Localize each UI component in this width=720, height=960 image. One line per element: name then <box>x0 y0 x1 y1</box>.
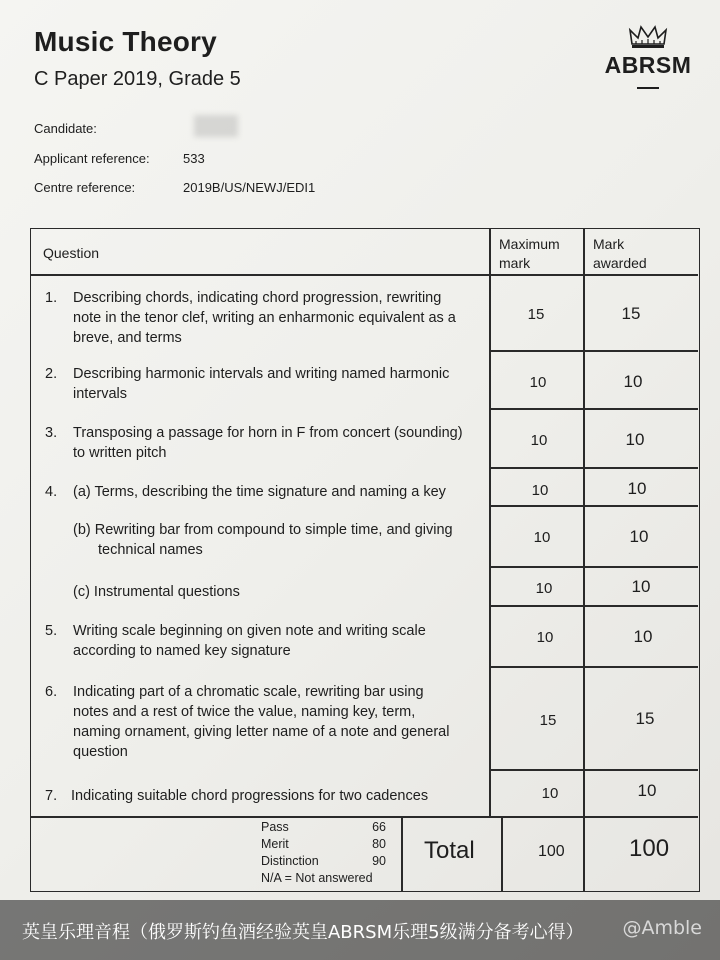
question-line: Transposing a passage for horn in F from concert (sounding) <box>73 425 463 441</box>
applicant-row <box>34 151 205 166</box>
question-line: to written pitch <box>73 445 167 461</box>
question-text <box>73 520 453 560</box>
abrsm-logo <box>602 24 694 89</box>
centre-label: Centre reference: <box>34 180 136 195</box>
question-number: 5. <box>45 623 58 639</box>
question-line: note in the tenor clef, writing an enharmonic equivalent as a <box>73 310 456 326</box>
divider <box>401 816 403 891</box>
header-max-mark <box>499 235 560 273</box>
mark-awarded: 15 <box>635 709 655 728</box>
max-mark: 15 <box>539 712 557 729</box>
question-line: (a) Terms, describing the time signature and naming a key <box>73 484 446 500</box>
total-max-mark: 100 <box>538 843 565 860</box>
applicant-value: 533 <box>183 151 205 166</box>
candidate-label: Candidate: <box>34 121 97 136</box>
question-number: 4. <box>45 484 58 500</box>
question-text <box>71 786 428 806</box>
total-label: Total <box>424 837 475 864</box>
question-number: 7. <box>45 788 58 804</box>
divider <box>489 566 698 568</box>
divider <box>31 816 698 818</box>
boundary-pass <box>261 819 386 836</box>
question-number: 6. <box>45 684 58 700</box>
question-line: Writing scale beginning on given note and writing scale <box>73 623 426 639</box>
divider <box>489 769 698 771</box>
question-line: question <box>73 744 128 760</box>
grade-boundaries <box>261 819 386 887</box>
boundary-distinction <box>261 853 386 870</box>
divider <box>489 467 698 469</box>
header-max-line2: mark <box>499 255 531 271</box>
header-awarded-line1: Mark <box>593 236 625 252</box>
header-question: Question <box>43 245 100 261</box>
na-note: N/A = Not answered <box>261 871 373 885</box>
divider <box>501 816 503 891</box>
question-text <box>73 621 426 661</box>
question-line: Indicating suitable chord progressions for two cadences <box>71 788 429 804</box>
boundary-value: 66 <box>372 820 386 834</box>
question-text <box>73 364 449 404</box>
question-line: (c) Instrumental questions <box>73 584 240 600</box>
divider <box>489 408 698 410</box>
question-line: according to named key signature <box>73 643 291 659</box>
mark-awarded: 10 <box>633 627 653 646</box>
mark-awarded: 10 <box>629 527 649 546</box>
divider <box>489 229 491 816</box>
question-line: breve, and terms <box>73 330 182 346</box>
max-mark: 10 <box>535 580 553 597</box>
question-text <box>73 482 446 502</box>
question-line: notes and a rest of twice the value, naming key, term, <box>73 704 416 720</box>
question-number: 2. <box>45 366 58 382</box>
header-mark-awarded <box>593 235 647 273</box>
question-line: Describing chords, indicating chord progression, rewriting <box>73 290 442 306</box>
header-max-line1: Maximum <box>499 236 560 252</box>
caption-bar <box>0 900 720 960</box>
mark-awarded: 10 <box>627 479 647 498</box>
centre-value: 2019B/US/NEWJ/EDI1 <box>183 180 316 195</box>
caption-credit: @Amble <box>622 917 702 939</box>
question-line: intervals <box>73 386 127 402</box>
question-line: Describing harmonic intervals and writing named harmonic <box>73 366 450 382</box>
mark-awarded: 10 <box>625 430 645 449</box>
max-mark: 15 <box>527 306 545 323</box>
redaction-blur <box>194 115 238 137</box>
divider <box>489 605 698 607</box>
marks-table <box>30 228 700 892</box>
question-line: naming ornament, giving letter name of a note and general <box>73 724 450 740</box>
boundary-value: 90 <box>372 854 386 868</box>
boundary-label: Merit <box>261 837 289 851</box>
centre-row <box>34 180 316 195</box>
total-mark-awarded: 100 <box>629 835 670 862</box>
question-number: 1. <box>45 290 58 306</box>
crown-icon <box>628 24 668 50</box>
header-awarded-line2: awarded <box>593 255 647 271</box>
mark-awarded: 15 <box>621 304 641 323</box>
max-mark: 10 <box>536 629 554 646</box>
divider <box>489 505 698 507</box>
boundary-merit <box>261 836 386 853</box>
mark-awarded: 10 <box>623 372 643 391</box>
question-line: technical names <box>98 542 203 558</box>
caption-text: 英皇乐理音程（俄罗斯钓鱼酒经验英皇ABRSM乐理5级满分备考心得） <box>22 922 584 943</box>
max-mark: 10 <box>529 374 547 391</box>
divider <box>583 229 585 891</box>
question-line: (b) Rewriting bar from compound to simple time, and giving <box>73 522 453 538</box>
divider <box>489 666 698 668</box>
boundary-label: Pass <box>261 820 289 834</box>
max-mark: 10 <box>531 482 549 499</box>
mark-awarded: 10 <box>637 781 657 800</box>
divider <box>489 350 698 352</box>
question-text <box>73 682 449 762</box>
logo-underline <box>637 87 659 89</box>
page-subtitle: C Paper 2019, Grade 5 <box>34 68 241 90</box>
candidate-row <box>34 121 97 136</box>
boundary-label: Distinction <box>261 854 319 868</box>
boundary-value: 80 <box>372 837 386 851</box>
max-mark: 10 <box>533 529 551 546</box>
question-text <box>73 582 240 602</box>
question-text <box>73 288 456 348</box>
applicant-label: Applicant reference: <box>34 151 150 166</box>
question-number: 3. <box>45 425 58 441</box>
question-line: Indicating part of a chromatic scale, rewriting bar using <box>73 684 424 700</box>
mark-awarded: 10 <box>631 577 651 596</box>
divider <box>31 274 698 276</box>
logo-text: ABRSM <box>604 52 692 78</box>
question-text <box>73 423 463 463</box>
max-mark: 10 <box>530 432 548 449</box>
max-mark: 10 <box>541 785 559 802</box>
page-title: Music Theory <box>34 26 217 57</box>
